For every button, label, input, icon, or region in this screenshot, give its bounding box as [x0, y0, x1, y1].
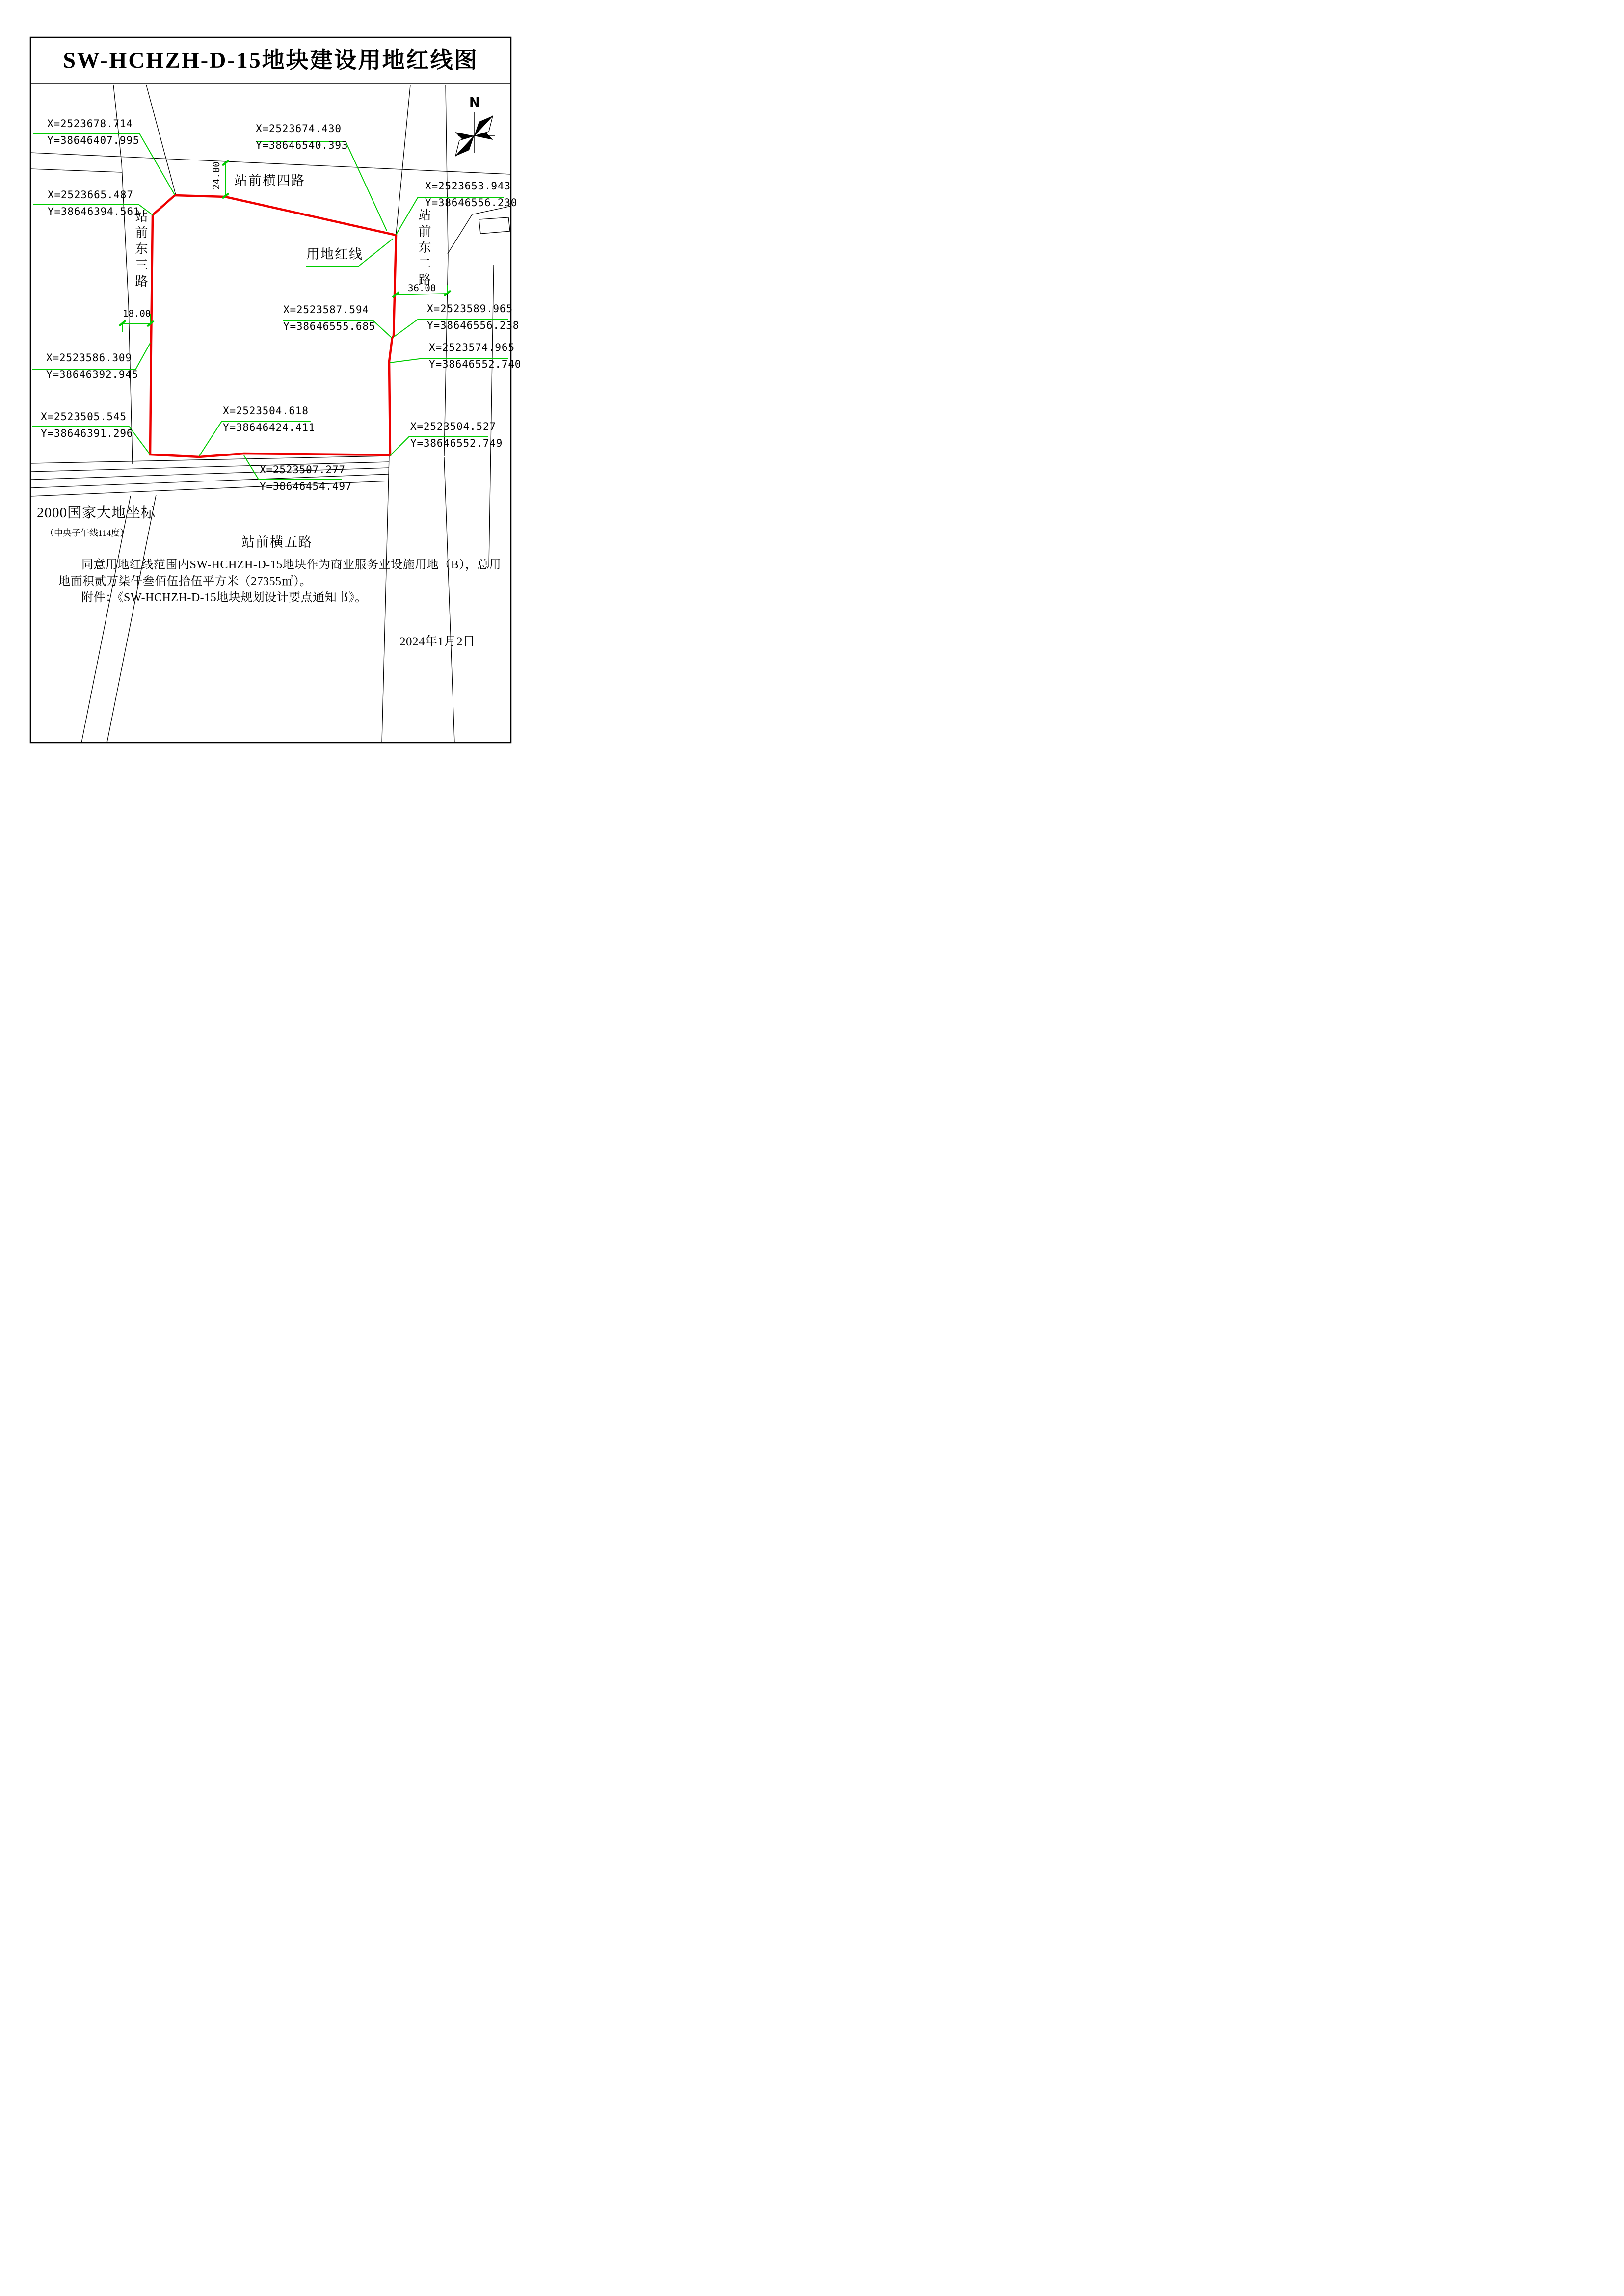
road-label-top: 站前横四路 — [234, 173, 305, 188]
date-label: 2024年1月2日 — [399, 635, 476, 648]
north-label: N — [469, 95, 480, 110]
coord-x: X=2523653.943 — [425, 180, 511, 192]
coord-y: Y=38646392.945 — [46, 369, 139, 380]
road-label-right: 站前东二路 — [417, 208, 431, 289]
coord-x: X=2523504.527 — [410, 421, 496, 432]
coord-label-p10 — [223, 404, 315, 434]
boundary-label: 用地红线 — [306, 247, 363, 262]
building-outline — [479, 217, 510, 234]
coord-label-p7 — [429, 341, 521, 371]
coord-x: X=2523589.965 — [427, 303, 513, 315]
coord-y: Y=38646394.561 — [48, 206, 140, 217]
north-arrow-icon — [455, 112, 495, 156]
coord-x: X=2523587.594 — [283, 304, 369, 316]
coord-x: X=2523678.714 — [47, 118, 133, 130]
coord-x: X=2523505.545 — [41, 411, 127, 423]
coord-y: Y=38646552.749 — [410, 437, 503, 449]
road-top-south-edge-west — [30, 169, 122, 172]
coord-x: X=2523507.277 — [260, 464, 346, 476]
dim-label-18: 18.00 — [123, 308, 151, 319]
coord-label-p12 — [410, 420, 503, 450]
coord-label-p2 — [48, 188, 140, 218]
intersection-chamfer-line — [448, 206, 511, 254]
coord-x: X=2523674.430 — [256, 123, 342, 134]
coord-label-p6 — [283, 303, 375, 333]
coord-y: Y=38646424.411 — [223, 422, 316, 433]
datum-line2: （中央子午线114度） — [45, 528, 129, 538]
dim-line-36 — [396, 294, 447, 295]
coord-x: X=2523586.309 — [46, 352, 132, 364]
coord-y: Y=38646454.497 — [260, 481, 352, 492]
drawing-canvas — [0, 0, 541, 765]
coord-label-p5 — [427, 302, 519, 332]
coord-label-p8 — [46, 351, 138, 381]
road-left-east-edge-north — [146, 85, 176, 195]
page-title: SW-HCHZH-D-15地块建设用地红线图 — [63, 48, 479, 73]
road-label-left: 站前东三路 — [133, 210, 148, 291]
drawing-sheet — [0, 0, 541, 765]
note-line2: 地面积贰万柒仟叁佰伍拾伍平方米（27355㎡）。 — [58, 575, 312, 588]
road-label-bottom: 站前横五路 — [241, 535, 313, 550]
coord-y: Y=38646556.238 — [427, 320, 520, 331]
coord-y: Y=38646391.296 — [41, 427, 133, 439]
coord-x: X=2523504.618 — [223, 405, 309, 417]
note-line1: 同意用地红线范围内SW-HCHZH-D-15地块作为商业服务业设施用地（B），总用 — [81, 559, 502, 571]
dim-label-24: 24.00 — [211, 161, 222, 190]
coord-y: Y=38646556.230 — [425, 197, 518, 209]
coord-label-p1 — [47, 117, 139, 147]
datum-line1: 2000国家大地坐标 — [37, 505, 156, 521]
coord-label-p4 — [425, 180, 517, 210]
coord-label-p3 — [256, 122, 348, 152]
road-right-east-edge-south — [444, 457, 454, 743]
coord-x: X=2523574.965 — [429, 342, 515, 353]
road-right-east-edge — [444, 85, 448, 456]
coord-y: Y=38646407.995 — [47, 134, 140, 146]
coord-y: Y=38646540.393 — [256, 139, 348, 151]
coord-label-p11 — [260, 463, 352, 493]
coord-y: Y=38646552.740 — [429, 358, 522, 370]
road-right-west-edge-north — [396, 85, 410, 235]
coord-label-p9 — [41, 410, 133, 440]
note-line3: 附件：《SW-HCHZH-D-15地块规划设计要点通知书》。 — [81, 591, 367, 604]
road-right-west-edge-south — [382, 455, 389, 743]
coord-y: Y=38646555.685 — [283, 320, 376, 332]
coord-x: X=2523665.487 — [48, 189, 133, 201]
dim-label-36: 36.00 — [408, 283, 436, 294]
